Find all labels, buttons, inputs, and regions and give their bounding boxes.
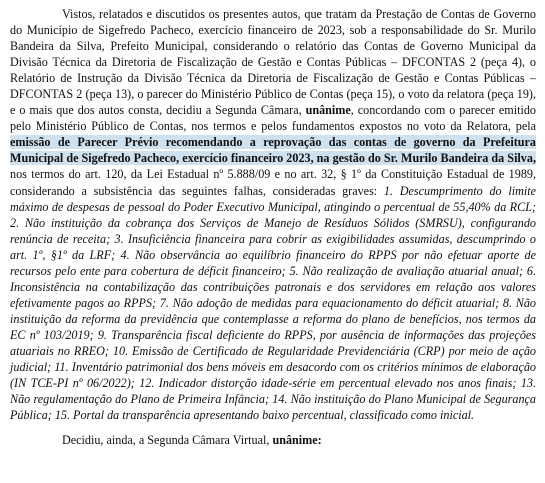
- decision-paragraph: [10, 6, 536, 423]
- closing-paragraph: [10, 432, 536, 448]
- highlighted-decision: emissão de Parecer Prévio recomendando a reprovação das contas de governo da Prefeitura Municipal de Sigefredo Pacheco, exercício financeiro 2023, na gestão do Sr. Murilo Bandeira da Silva,: [10, 135, 536, 166]
- decision-text-middle: , concordando com o parecer emitido pelo Ministério Público de Contas, nos termos e pelos fundamentos expostos no voto da Relatora, pela: [10, 103, 536, 134]
- failures-list: 1. Descumprimento do limite máximo de despesas de pessoal do Poder Executivo Municipal, atingindo o percentual de 55,40% da RCL; 2. Não instituição da cobrança dos Serviços de Manejo de Resíduos Sólidos (SMRSU), configurando renúncia de receita; 3. Insuficiência financeira para cobrir as exigibilidades assumidas, descumprindo o art. 1º, §1º da LRF; 4. Não observância ao equilíbrio financeiro do RPPS por não efetuar aporte de recursos pelo ente para cobertura de déficit financeiro; 5. Não realização de avaliação atuarial anual; 6. Inconsistência na contabilização das contribuições patronais e dos servidores em relação aos valores efetivamente pagos ao RPPS; 7. Não adoção de medidas para equacionamento do déficit atuarial; 8. Não instituição da reforma da previdência que contemplasse a reforma do plano de benefícios, nos termos da EC nº 103/2019; 9. Transparência fiscal deficiente do RPPS, por ausência de informações das projeções atuariais no RREO; 10. Emissão de Certificado de Regularidade Previdenciária (CRP) por meio de ação judicial; 11. Inventário patrimonial dos bens móveis em desacordo com os critérios mínimos de elaboração (IN TCE-PI nº 06/2022); 12. Indicador distorção idade-série em percentual elevado nos anos finais; 13. Não regulamentação do Plano de Primeira Infância; 14. Não instituição do Plano Municipal de Segurança Pública; 15. Portal da transparência apresentando baixo percentual, classificado como inicial.: [10, 183, 537, 423]
- decision-text-intro: Vistos, relatados e discutidos os presentes autos, que tratam da Prestação de Contas de Governo do Município de Sigefredo Pacheco, exercício financeiro de 2023, sob a responsabilidade do Sr. Murilo Bandeira da Silva, Prefeito Municipal, considerando o relatório das Contas de Governo Municipal da Divisão Técnica da Diretoria de Fiscalização de Gestão e Contas Públicas – DFCONTAS 2 (peça 4), o Relatório de Instrução da Divisão Técnica da Diretoria de Fiscalização de Gestão e Contas Públicas – DFCONTAS 2 (peça 13), o parecer do Ministério Público de Contas (peça 15), o voto da relatora (peça 19), e o mais que dos autos consta, decidiu a Segunda Câmara,: [10, 7, 536, 118]
- decision-text-legal-basis: nos termos do art. 120, da Lei Estadual nº 5.888/09 e no art. 32, § 1º da Constituição Estadual de 1989, considerando a subsistência das seguintes falhas, consideradas graves:: [10, 167, 536, 198]
- unanime-emphasis: unânime: [305, 103, 351, 118]
- closing-unanime: unânime:: [272, 433, 322, 448]
- closing-text: Decidiu, ainda, a Segunda Câmara Virtual,: [62, 433, 273, 448]
